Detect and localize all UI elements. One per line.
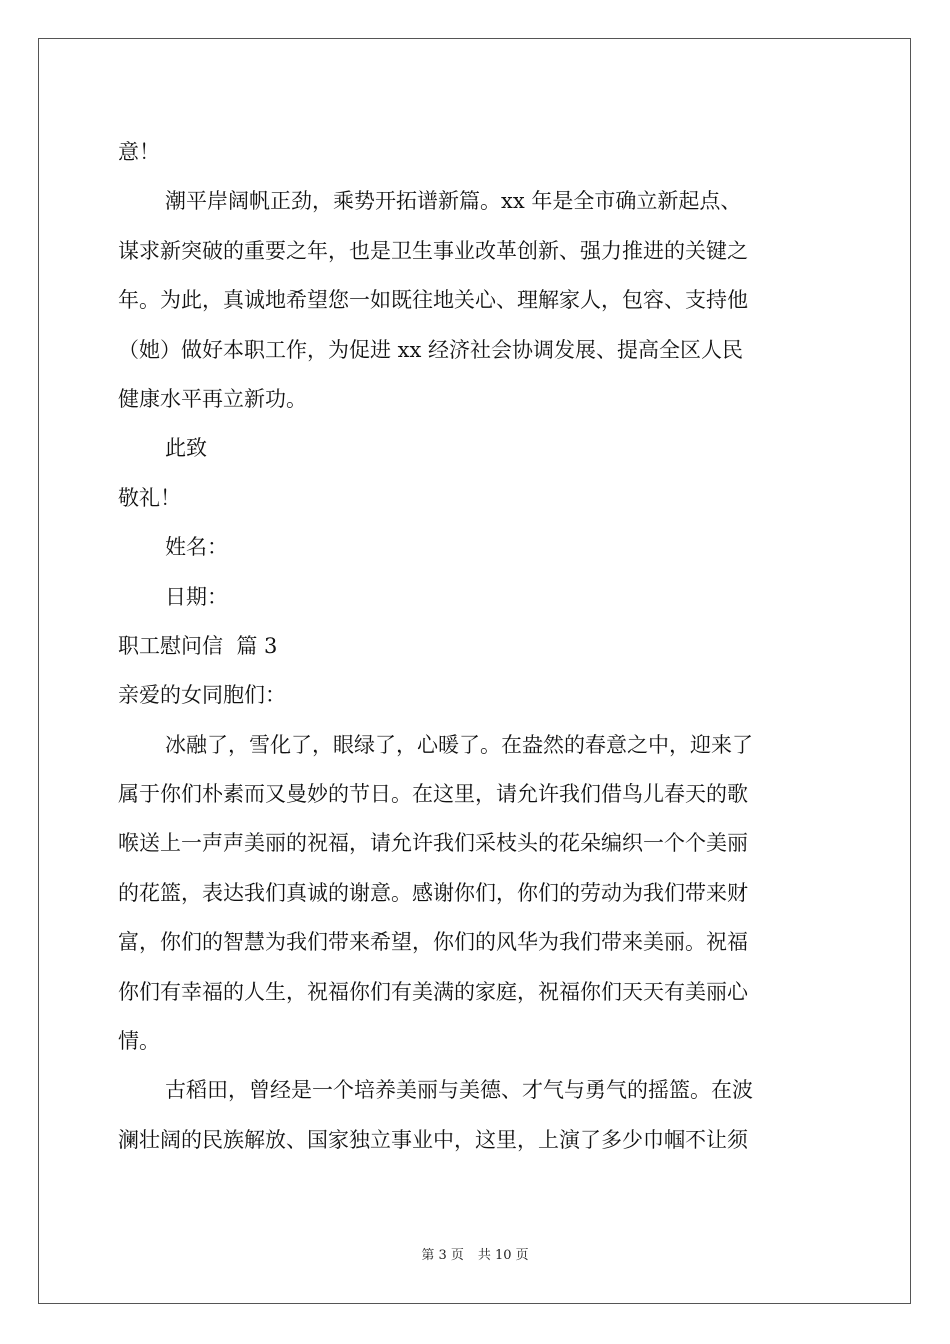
text-line: 年。为此，真诚地希望您一如既往地关心、理解家人，包容、支持他 <box>118 288 748 313</box>
section-heading: 职工慰问信 篇 3 <box>118 633 278 658</box>
text-line: 谋求新突破的重要之年，也是卫生事业改革创新、强力推进的关键之 <box>118 238 748 263</box>
document-body <box>118 128 834 1165</box>
text-line: 情。 <box>118 1029 160 1054</box>
text-line: 健康水平再立新功。 <box>118 386 307 411</box>
text-line: 意！ <box>118 140 160 164</box>
text-line: 属于你们朴素而又曼妙的节日。在这里，请允许我们借鸟儿春天的歌 <box>118 782 748 807</box>
text-line: 你们有幸福的人生，祝福你们有美满的家庭，祝福你们天天有美丽心 <box>118 979 748 1004</box>
text-line: 澜壮阔的民族解放、国家独立事业中，这里，上演了多少巾帼不让须 <box>118 1127 748 1152</box>
closing-salutation: 此致 <box>165 436 207 461</box>
signature-name-label: 姓名： <box>165 535 228 560</box>
page-footer <box>0 1247 950 1265</box>
greeting: 亲爱的女同胞们： <box>118 683 286 708</box>
text-line: 喉送上一声声美丽的祝福，请允许我们采枝头的花朵编织一个个美丽 <box>118 831 748 856</box>
page-total: 共 10 页 <box>477 1248 529 1263</box>
signature-date-label: 日期： <box>165 584 228 609</box>
text-line: （她）做好本职工作，为促进 xx 经济社会协调发展、提高全区人民 <box>118 337 744 362</box>
closing-regards: 敬礼！ <box>118 485 181 510</box>
text-line: 潮平岸阔帆正劲，乘势开拓谱新篇。xx 年是全市确立新起点、 <box>165 189 742 214</box>
text-line: 冰融了，雪化了，眼绿了，心暖了。在盎然的春意之中，迎来了 <box>165 732 753 757</box>
text-line: 富，你们的智慧为我们带来希望，你们的风华为我们带来美丽。祝福 <box>118 930 748 955</box>
text-line: 的花篮，表达我们真诚的谢意。感谢你们，你们的劳动为我们带来财 <box>118 880 748 905</box>
page-number: 第 3 页 <box>421 1248 464 1263</box>
text-line: 古稻田，曾经是一个培养美丽与美德、才气与勇气的摇篮。在波 <box>165 1078 753 1103</box>
